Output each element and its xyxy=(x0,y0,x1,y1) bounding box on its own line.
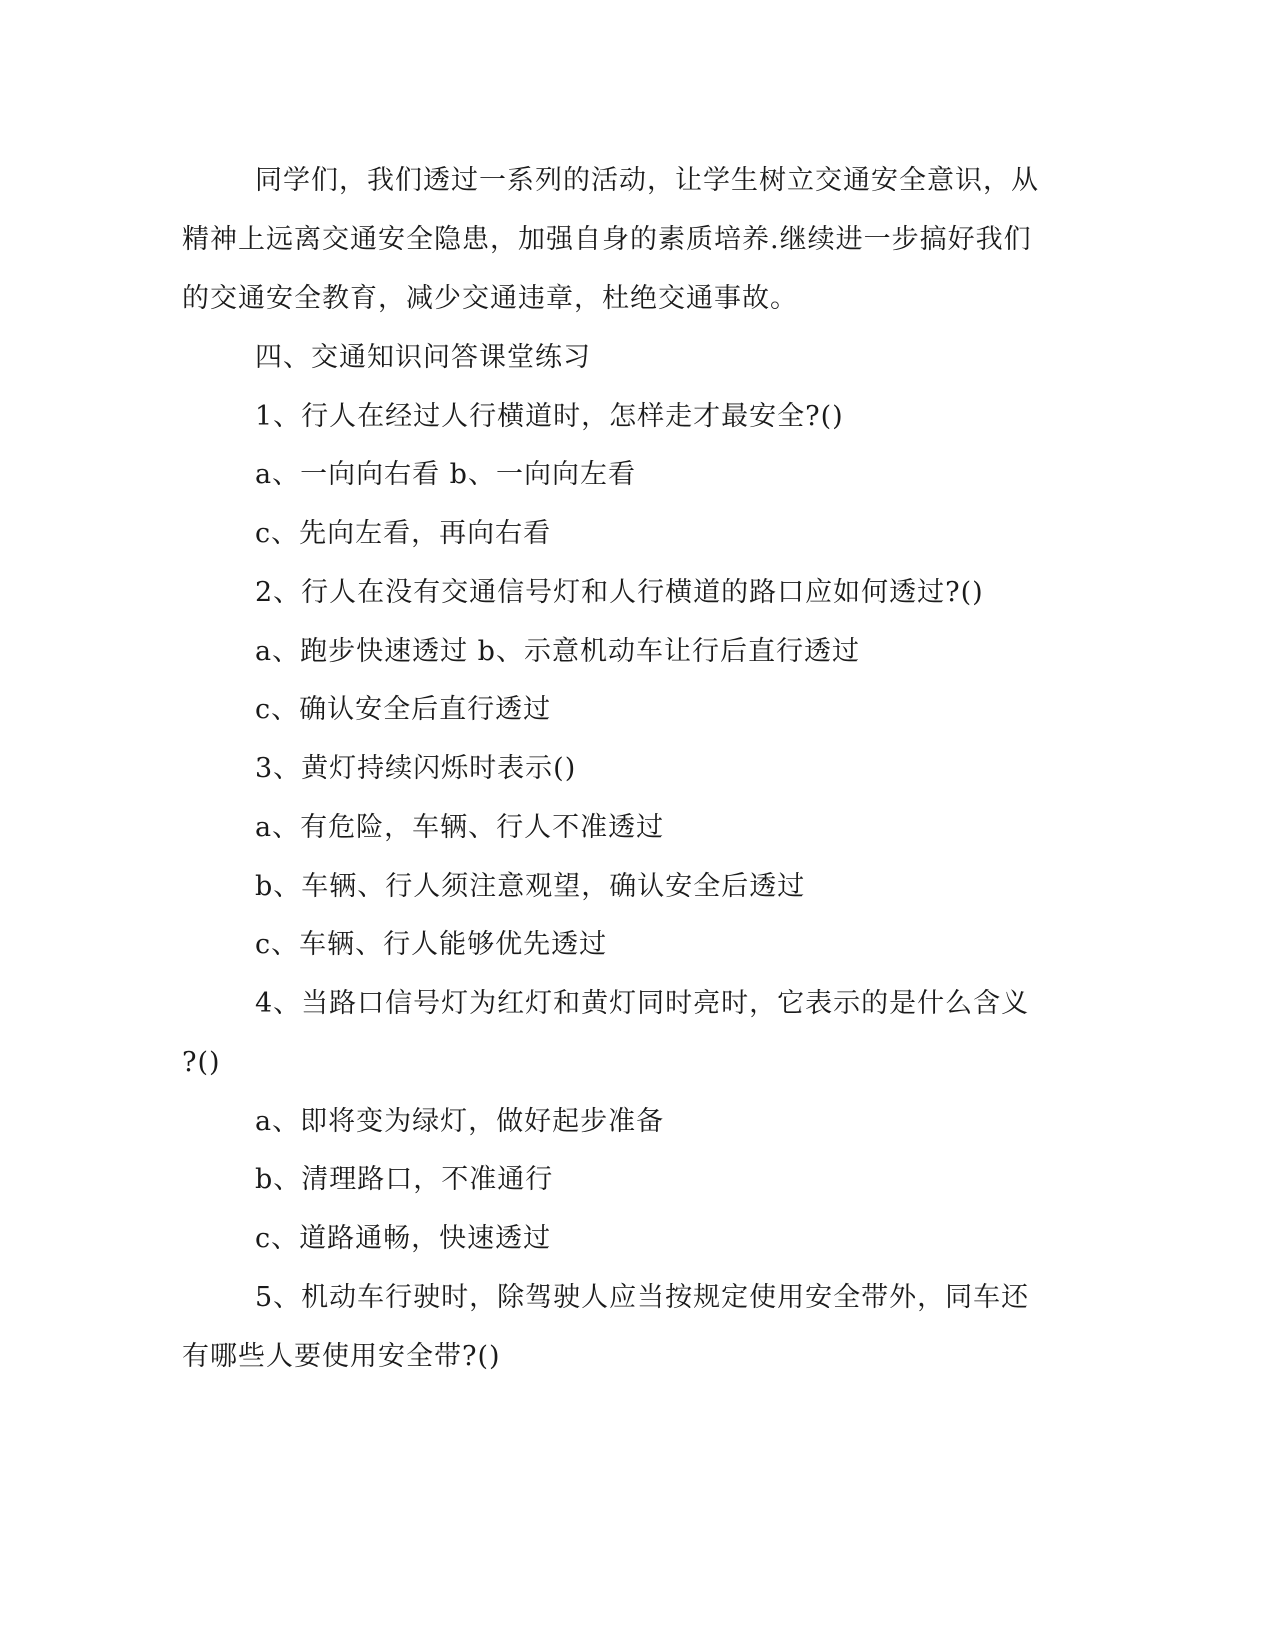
question-2: 2、行人在没有交通信号灯和人行横道的路口应如何透过?() xyxy=(255,577,984,608)
question-3-option-a: a、有危险，车辆、行人不准透过 xyxy=(255,812,665,843)
question-3: 3、黄灯持续闪烁时表示() xyxy=(255,753,577,784)
question-2-option-c: c、确认安全后直行透过 xyxy=(255,694,552,725)
intro-line-1: 同学们，我们透过一系列的活动，让学生树立交通安全意识，从 xyxy=(255,165,1039,196)
question-3-option-c: c、车辆、行人能够优先透过 xyxy=(255,929,608,960)
question-4-option-a: a、即将变为绿灯，做好起步准备 xyxy=(255,1106,665,1137)
question-2-options-ab: a、跑步快速透过 b、示意机动车让行后直行透过 xyxy=(255,636,860,667)
question-5-line-1: 5、机动车行驶时，除驾驶人应当按规定使用安全带外，同车还 xyxy=(255,1282,1030,1313)
question-4-option-c: c、道路通畅，快速透过 xyxy=(255,1223,552,1254)
question-3-option-b: b、车辆、行人须注意观望，确认安全后透过 xyxy=(255,871,806,902)
question-1: 1、行人在经过人行横道时，怎样走才最安全?() xyxy=(255,401,844,432)
question-5-line-2: 有哪些人要使用安全带?() xyxy=(182,1341,501,1372)
intro-line-3: 的交通安全教育，减少交通违章，杜绝交通事故。 xyxy=(182,283,798,314)
intro-line-2: 精神上远离交通安全隐患，加强自身的素质培养.继续进一步搞好我们 xyxy=(182,224,1032,255)
question-4-option-b: b、清理路口，不准通行 xyxy=(255,1164,554,1195)
question-1-options-ab: a、一向向右看 b、一向向左看 xyxy=(255,459,636,490)
question-4-line-2: ?() xyxy=(182,1047,221,1078)
question-1-option-c: c、先向左看，再向右看 xyxy=(255,518,552,549)
question-4-line-1: 4、当路口信号灯为红灯和黄灯同时亮时，它表示的是什么含义 xyxy=(255,988,1030,1019)
section-heading: 四、交通知识问答课堂练习 xyxy=(255,342,591,373)
